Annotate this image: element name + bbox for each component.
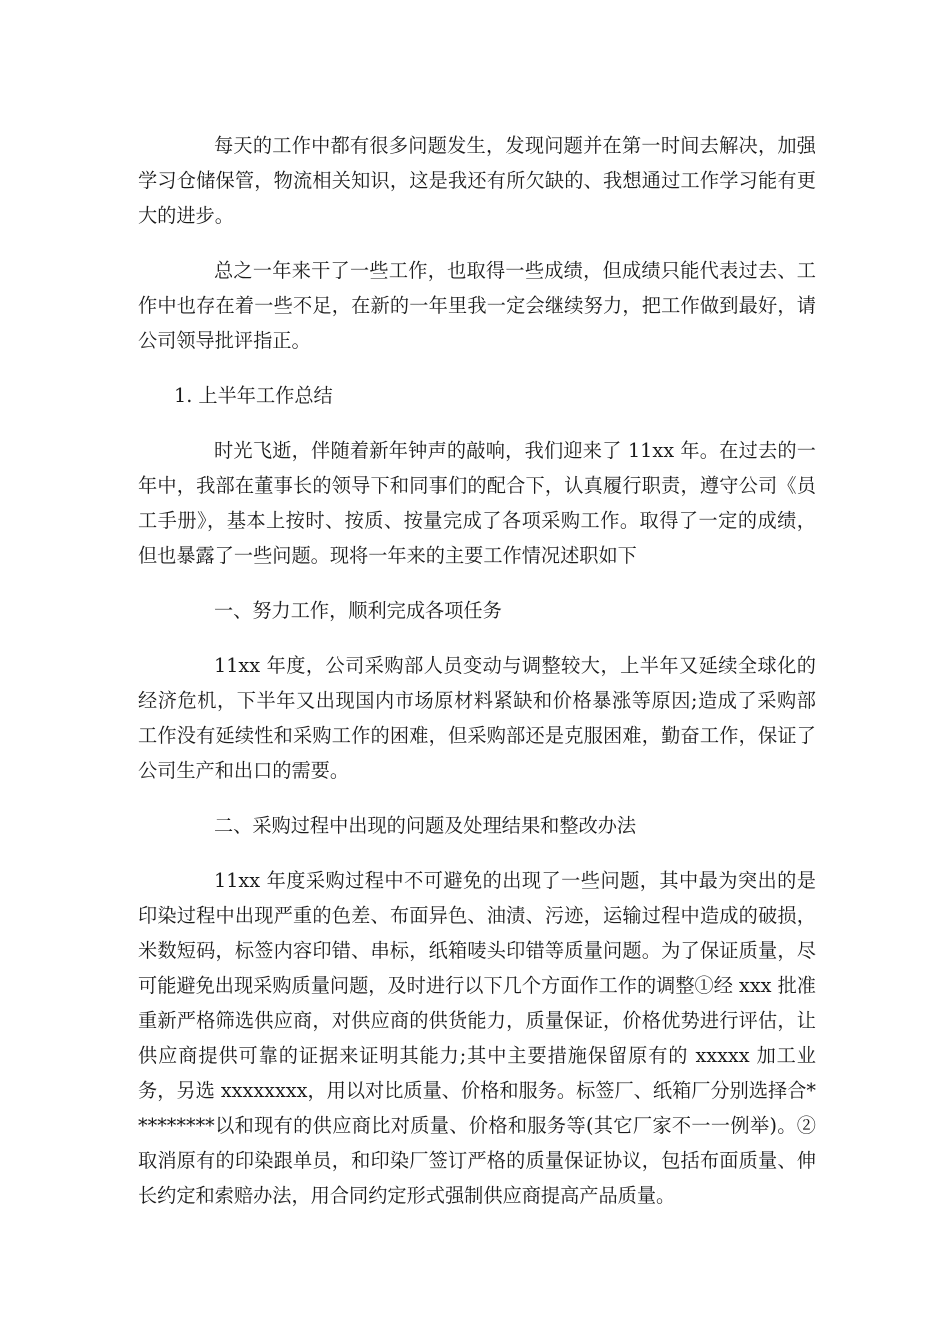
paragraph-problems-details: 11xx 年度采购过程中不可避免的出现了一些问题，其中最为突出的是印染过程中出现严重的色差、布面异色、油渍、污迹，运输过程中造成的破损，米数短码，标签内容印错、串标，纸箱唛头印错等质量问题。为了保证质量，尽可能避免出现采购质量问题，及时进行以下几个方面作工作的调整①经 xxx 批准重新严格筛选供应商，对供应商的供货能力，质量保证，价格优势进行评估，让供应商提供可靠的证据来证明其能力;其中主要措施保留原有的 xxxxx 加工业务，另选 xxxxxxxx，用以对比质量、价格和服务。标签厂、纸箱厂分别选择合*********以和现有的供应商比对质量、价格和服务等(其它厂家不一一例举)。②取消原有的印染跟单员，和印染厂签订严格的质量保证协议，包括布面质量、伸长约定和索赔办法，用合同约定形式强制供应商提高产品质量。 (138, 869, 816, 1207)
paragraph-warehouse-learning: 每天的工作中都有很多问题发生，发现问题并在第一时间去解决，加强学习仓储保管，物流相关知识，这是我还有所欠缺的、我想通过工作学习能有更大的进步。 (138, 134, 816, 227)
document-body (138, 128, 816, 1233)
section-heading-half-year-summary: 1. 上半年工作总结 (174, 384, 333, 407)
paragraph-annual-procurement: 11xx 年度，公司采购部人员变动与调整较大，上半年又延续全球化的经济危机，下半年又出现国内市场原材料紧缺和价格暴涨等原因;造成了采购部工作没有延续性和采购工作的困难，但采购部还是克服困难，勤奋工作，保证了公司生产和出口的需要。 (138, 654, 816, 782)
section-heading-problems: 二、采购过程中出现的问题及处理结果和整改办法 (214, 814, 637, 837)
paragraph-year-summary: 总之一年来干了一些工作，也取得一些成绩，但成绩只能代表过去、工作中也存在着一些不足，在新的一年里我一定会继续努力，把工作做到最好，请公司领导批评指正。 (138, 259, 816, 352)
paragraph-intro: 时光飞逝，伴随着新年钟声的敲响，我们迎来了 11xx 年。在过去的一年中，我部在董事长的领导下和同事们的配合下，认真履行职责，遵守公司《员工手册》，基本上按时、按质、按量完成了各项采购工作。取得了一定的成绩，但也暴露了一些问题。现将一年来的主要工作情况述职如下 (138, 439, 816, 567)
section-heading-work-hard: 一、努力工作，顺利完成各项任务 (214, 599, 502, 622)
